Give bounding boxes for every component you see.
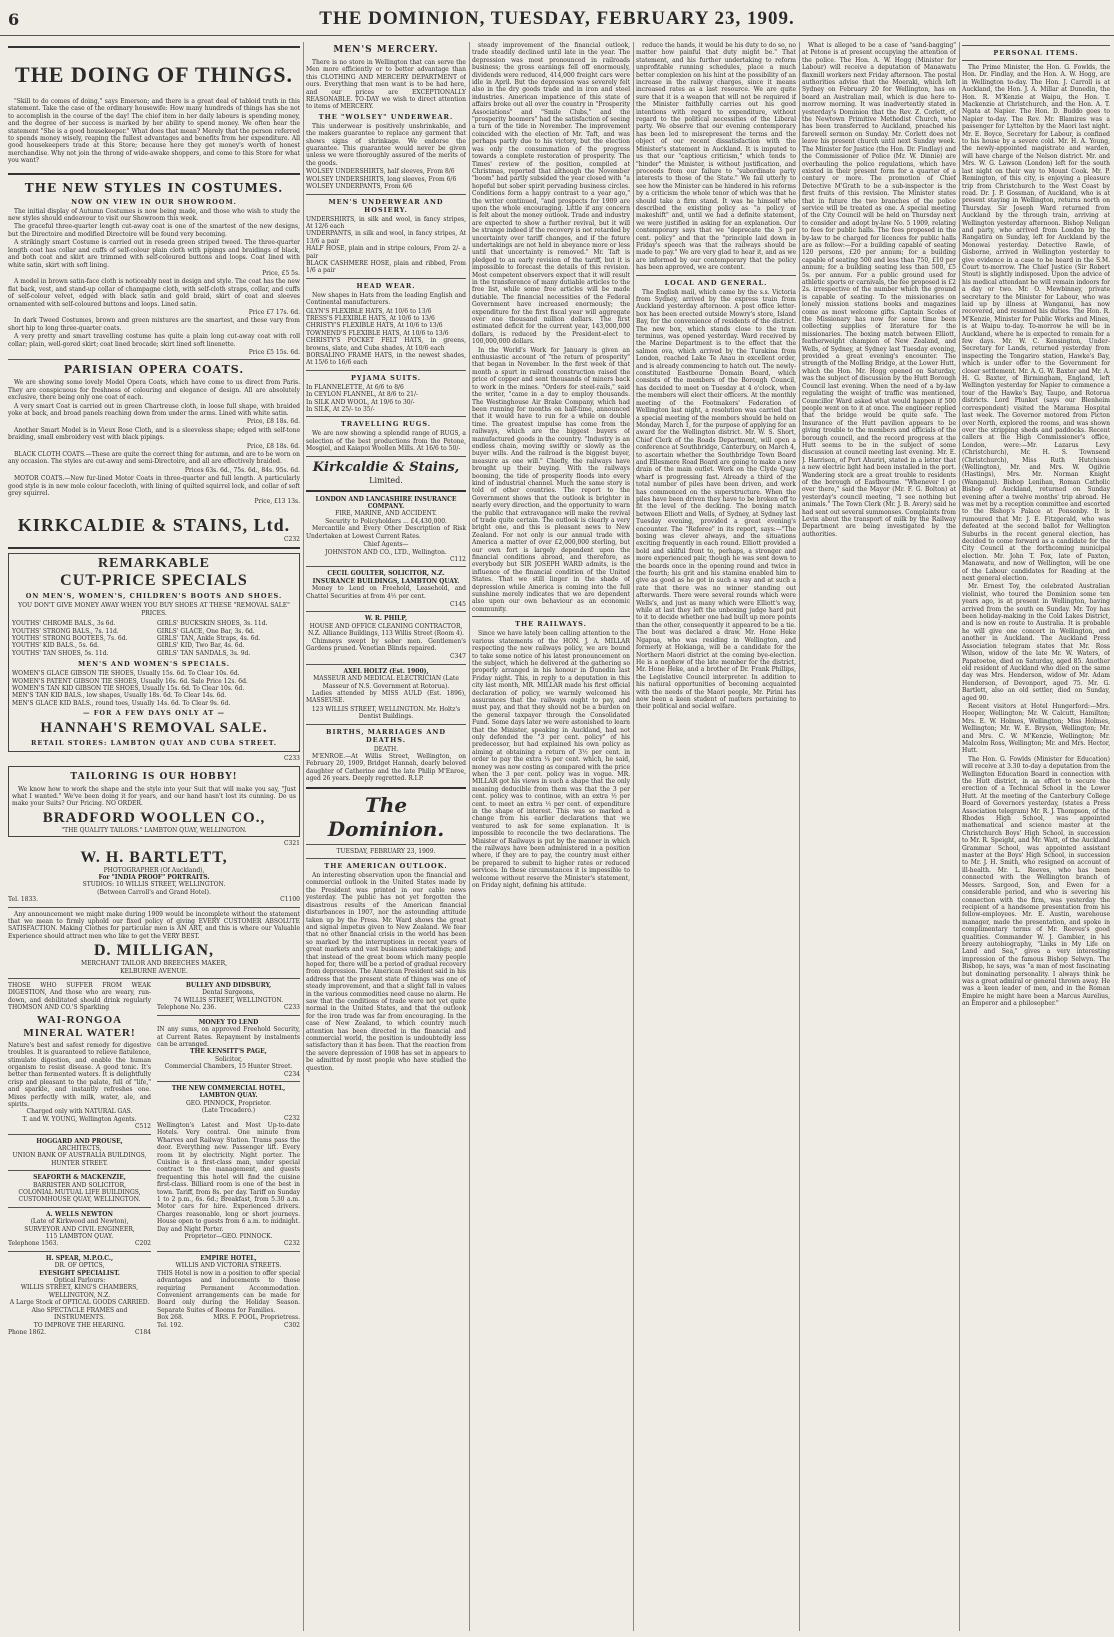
london-code: C112 [449,555,466,563]
headwear-title: HEAD WEAR. [356,281,416,290]
wells-code: C202 [134,1240,151,1248]
styles-p3: A strikingly smart Costume is carried out in reseda green striped tweed. The three-quarter length coat has collar and cuffs of self-colour plain cloth with pipings and braidings of black, and both coat and skirt are trimmed with self-coloured buttons and loops. Coat lined with white satin, skirt with soft lining. [8,239,300,269]
bmd-sub: DEATH. [373,745,399,753]
local-title: LOCAL AND GENERAL. [664,278,768,287]
hotel-late: (Late Trocadero.) [201,1107,256,1115]
hotel-code: C232 [283,1114,300,1122]
spear-tel: Phone 1862. [8,1328,47,1336]
rem-mw-title: MEN'S AND WOMEN'S SPECIALS. [77,660,230,669]
tailoring-ad [8,766,300,838]
bradford-title: BRADFORD WOOLLEN CO., [42,809,266,826]
tailoring-title: TAILORING IS OUR HOBBY! [70,771,238,782]
opera-p4: BLACK CLOTH COATS.—These are quite the correct thing for autumn, and are to be worn on any occasion. The styles are cut-away and semi-Directoire, and all are effectively braided. [8,451,300,466]
rem-left-item: YOUTHS' TAN SHOES, 5s. 11d. [12,649,109,657]
hannah-code: C233 [283,755,300,763]
column-5 [802,42,956,1631]
seaforth-sub: BARRISTER AND SOLICITOR, [32,1181,127,1189]
goulter-text: Money to Lend on Freehold, Leasehold, and Chattel Securities at from 4½ per cent. [306,585,466,600]
london-sec: Security to Policyholders ... £4,430,000. [325,517,447,525]
column-2 [306,42,466,1631]
opera-p2-price: Price, £8 18s. 6d. [246,418,300,426]
money-name2: Solicitor, [215,1055,242,1063]
hotel-name: THE NEW COMMERCIAL HOTEL, LAMBTON QUAY. [171,1084,286,1100]
bartlett-sub: PHOTOGRAPHER (Of Auckland), [103,866,205,874]
bulley-code: C233 [283,1004,300,1012]
dominion-date: TUESDAY, FEBRUARY 23, 1909. [336,847,436,855]
mercery-text: There is no store in Wellington that can serve the Men more efficiently or to better advantage than this CLOTHING AND MERCERY DEPARTMENT of ours. Everything that men want is to be had here, and our prices are EXCEPTIONALLY REASONABLE. TO-DAY we wish to direct attention to items of MERCERY. [306,59,466,111]
rem-subtitle2: YOU DON'T GIVE MONEY AWAY WHEN YOU BUY SHOES AT THESE "REMOVAL SALE" PRICES. [18,602,290,617]
spear-sub3: Optical Parlours: [53,1277,106,1285]
philp-sub: HOUSE AND OFFICE CLEANING CONTRACTOR, [309,622,463,630]
railways-title: THE RAILWAYS. [515,620,587,629]
column-rule [303,42,304,1631]
headwear-item: CHRISTY'S FLEXIBLE HATS, At 10/6 to 13/6 [306,322,443,330]
bartlett-tel: Tel. 1833. [8,896,38,904]
rem-subtitle: ON MEN'S, WOMEN'S, CHILDREN'S BOOTS AND SHOES. [25,592,283,601]
styles-p6-price: Price £5 15s. 6d. [248,348,300,356]
holtz-title: AXEL HOLTZ (Est. 1900), [343,667,429,675]
rem-right-item: GIRLS' GLACE, One Bar, 3s. 6d. [157,627,255,635]
kirkcaldie-stains-title: Kirkcaldie & Stains, [312,459,460,475]
kirkcaldie-code: C232 [283,535,300,543]
wolsey-item: WOLSEY UNDERSHIRTS, long sleeves, From 6/6 [306,175,457,183]
holtz-sub: MASSEUR AND MEDICAL ELECTRICIAN (Late Masseur of N.S. Government at Rotorua). [313,675,459,690]
headwear-item: GLYN'S FLEXIBLE HATS, At 10/6 to 13/6 [306,307,432,315]
column-1 [8,42,300,1631]
styles-text: The initial display of Autumn Costumes is now being made, and those who wish to study the new styles should endeavour to visit our Showroom this week. [8,207,300,223]
spear-title: H. SPEAR, M.P.O.C., [45,1254,114,1262]
opera-title: PARISIAN OPERA COATS. [63,363,245,377]
local-continued: What is alleged to be a case of "sand-bagging" at Petone is at present occupying the attention of the police. The Hon. A. W. Hogg (Minister for Labour) will receive a deputation of Manawatu flaxmill workers next Friday afternoon. The postal authorities advise that the Moeraki, which left Sydney on February 20 for Wellington, has on board an Australian mail, which is due here to-morrow morning. It was inadvertently stated in yesterday's Dominion that the Rev. Z. Corlett, of the Newtown Primitive Methodist Church, who has been transferred to Auckland, preached his farewell sermon on Sunday. Mr. Corlett does not leave his present church until next Sunday week. The Minister for Justice (the Hon. Dr. Findlay) and the Commissioner of Police (Mr. W. Dinnie) are overhauling the police regulations, which have existed in their present form for a quarter of a century or more. The promotion of Chief Detective M'Grath to be a sub-inspector is the first fruits of this revision. The Minister states that in future the two branches of the police service will be treated as one. A special meeting of the City Council will be held on Thursday next to consider and adopt by-law No. 5 1909, relating to fees for public halls. The fees proposed in the by-law to be charged for licences for public halls are as follow:—For a building capable of seating 120 persons, £20 per annum; for a building capable of seating 500 and less than 750, £10 per annum; for a building seating less than 500, £5 5s. per annum. For a public ground used for athletic sports or carnivals, the fee proposed is £2 2s. irrespective of the number which the ground is capable of seating. To the missionaries on lonely mission stations books and magazines come as most welcome gifts. Captain Scoles of the Missionary has now for some time been collecting supplies of literature for the missionaries. The boxing match between Elliott, featherweight champion of New Zealand, and Wells, of Sydney, at Sydney last Tuesday evening, provided a great evening's encounter. The strength of the Molling Bridge, at the Lower Hutt, which the Hon. Mr. Hogg opened on Saturday, was the subject of discussion by the Hutt Borough Council last evening. When the need of a by-law regulating the weight of traffic was mentioned, Councillor Ward asked what would happen if 500 people went on to it at once. The engineer replied that the bridge would be quite safe. The Insurance of the Hutt pavilion appears to be giving trouble to the members and officials of the borough council, and the record progress at the Hutt seems to be in the subject of some discussion at council meeting last evening. Mr. E. J. Harrison, of Port Ahuriri, stated in a letter that a new electric light had been installed in the port. Wandering stock are a great trouble to residents of the borough of Eastbourne. "Whenever I go over there," said the Mayor (Mr. F. G. Bolton) at yesterday's council meeting, "I see nothing but animals." The Town Clerk (Mr. J. B. Avery) said he had sent out several summonses. Complaints from Levin about the transport of milk by the Railway Department are being investigated by the authorities. [802,42,956,538]
hannah-stores: RETAIL STORES: LAMBTON QUAY AND CUBA STREET. [30,739,278,748]
rem-left-item: YOUTHS' CHROME BALS., 3s 6d. [12,620,116,628]
wai-title: WAI-RONGOA MINERAL WATER! [23,1013,136,1039]
pyjama-item: In FLANNELETTE, At 6/6 to 8/6 [306,383,404,391]
mercery-title: MEN'S MERCERY. [333,45,439,55]
money-title: MONEY TO LEND [198,1018,259,1026]
london-text: Mercantile and Every Other Description of Risk Undertaken at Lowest Current Rates. [306,525,466,540]
hosiery-item: HALF HOSE, plain and in stripe colours, From 2/- a pair [306,245,466,260]
bulley-title: BULLEY AND DIDSBURY, [185,982,272,990]
railways-text: Since we have lately been calling attention to the various statements of the HON. J. A. MILLAR respecting the new railways policy, we are bound to take some notice of his latest pronouncement on the subject, which he delivered at the gathering so properly arranged in his honour in Dunedin last Friday night. This, in reply to a deputation in this city last month, MR. MILLAR made his first official declaration of policy, we warmly welcomed his assurances that the railways ought to pay, and must pay, and that they should not be a burden on the general taxpayer through the Consolidated Fund. Some days later we were astonished to learn that the Minister, speaking in Auckland, had not only defended the "3 per cent. policy" of his predecessor, but had explained his own policy as aiming at obtaining a return of 3½ per cent. in order to pay the extra ¼ per cent. which, he said, money was now costing as compared with the price when the 3 per cent. policy was in vogue. MR. MILLAR got his views in such a shape that the only meaning deducible from them was that the 3 per cent. policy was to continue, with an extra ½ per cent. to meet an extra ½ per cent. of expenditure in the shape of interest. This was so marked a change from his earlier declarations that we ventured to ask for some explanation. It is impossible to reconcile the two declarations. The Minister of Railways is put by the manner in which the railways have been administered in a position where, if they are to pay, the country must either be prepared to submit to higher rates or reduced services. In these circumstances it is impossible to welcome without reserve the Minister's statement, on Friday night, defining his attitude. [472,630,630,890]
rem-title: REMARKABLE [98,556,210,572]
rem-mw-item: MEN'S TAN KID BALS., low shapes, Usually 18s. 6d. To Clear 14s. 6d. [12,692,227,700]
seaforth-sub3: CUSTOMHOUSE QUAY, WELLINGTON. [18,1196,141,1204]
opera-p2: A very smart Coat is carried out in green Chartreuse cloth, in loose full shape, with braided yoke at back, and broad panels reaching down from under the arms. Lined with white satin. [8,402,300,417]
column-3 [472,42,630,1631]
column-rule [959,42,960,1631]
column-rule [469,42,470,1631]
hosiery-item: UNDERSHIRTS, in silk and wool, in fancy stripes, At 12/6 each [306,215,466,230]
column-6 [962,42,1110,1631]
opera-p1: We are showing some lovely Model Opera Coats, which have come to us direct from Paris. They are conspicuous for freshness of colouring and elegance of design. All are absolutely exclusive, there being only one coat of each. [8,379,300,402]
wolsey-item: WOLSEY UNDERSHIRTS, half sleeves, From 8/6 [306,168,455,176]
philp-title: W. R. PHILP, [364,615,408,623]
money-text: IN any sums, on approved Freehold Security, at Current Rates. Repayment by instalments can be arranged. [157,1026,300,1048]
bartlett-title: W. H. BARTLETT, [80,848,228,866]
page-number: 6 [8,10,20,29]
london-agents: Chief Agents— [363,541,409,549]
rem-right-item: GIRLS' TAN, Ankle Straps, 4s. 6d. [157,634,261,642]
headwear-text: New shapes in Hats from the leading English and Continental manufacturers. [306,291,466,307]
rem-left-item: YOUTHS' STRONG BOOTEES, 7s. 6d. [12,634,128,642]
doing-text: "Skill to do comes of doing," says Emerson; and there is a great deal of tabloid truth in this statement. Take the case of the ordinary housewife: How many hundreds of things has she not to accomplish in the course of the day! The chief item in her daily labours is spending money, and the degree of her success is marked by her ability to spend money. We often hear the statement "She is a good housekeeper." What does that mean? Merely that the person referred to spends money wisely, reaping the fullest advantages and benefits from her expenditure. All good housekeepers trade at this Store; because here they get money's worth of honest merchandise. Why not join the throng of wide-awake shoppers, and come to this Store for what you want? [8,98,300,165]
spear-sub: DR. OF OPTICS, [54,1262,105,1270]
wolsey-text: This underwear is positively unshrinkable, and the makers guarantee to replace any garment that shows signs of shrinkage. We endorse the guarantee. This guarantee would never be given unless we were thoroughly assured of the merits of the goods. [306,122,466,167]
hannah-title: HANNAH'S REMOVAL SALE. [40,720,268,737]
styles-p4: A model in brown satin-face cloth is noticeably neat in design and style. The coat has the new flat back, vest, and stand-up collar of champagne cloth, with self-cloth straps, collar, and cuffs of self-colour velvet, edged with black satin and gold braid, skirt of coat and sleeves ornamented with self-coloured buttons and loops. Lined satin. [8,278,300,308]
headwear-item: TRESS'S FLEXIBLE HATS, At 10/6 to 13/6 [306,314,435,322]
rem-right-item: GIRLS' TAN SANDALS, 3s. 9d. [157,649,251,657]
hoggard-sub: ARCHITECTS, [57,1144,102,1152]
london-agents2: JOHNSTON AND CO., LTD., Wellington. [325,548,447,556]
headwear-item: TOWNEND'S FLEXIBLE HATS, At 10/6 to 13/6 [306,329,449,337]
spear-sub6: TO IMPROVE THE HEARING. [33,1321,126,1329]
holtz-addr: 123 WILLIS STREET, WELLINGTON. Mr. Holtz's Dentist Buildings. [311,705,461,721]
hotel-prop: GEO. PINNOCK, Proprietor. [185,1099,272,1107]
hosiery-item: UNDERPANTS, in silk and wool, in fancy stripes, At 13/6 a pair [306,230,466,245]
wai-agent: T. and W. YOUNG, Wellington Agents. [22,1115,137,1123]
empire-code: C302 [283,1321,300,1329]
bradford-sub: "THE QUALITY TAILORS." LAMBTON QUAY, WELLINGTON. [61,826,247,834]
outlook-title: THE AMERICAN OUTLOOK. [324,862,448,871]
spear-sub5: A Large Stock of OPTICAL GOODS CARRIED. Also SPECTACLE FRAMES and INSTRUMENTS. [9,1299,150,1322]
pyjama-title: PYJAMA SUITS. [350,373,422,382]
hotel-code2: C232 [283,1240,300,1248]
hotel-text: Wellington's Latest and Most Up-to-date Hotels. Very central. One minute from Wharves and Railway Station. Trams pass the door. Everything new. Passenger lift. Every room lit by electricity. Night porter. The Cuisine is a first-class man, under special contract to the management, and guests frequenting this hotel will find the cuisine first-class. Billiard room is one of the best in town. Tariff, from 8s. per day. Tariff on Sunday 1 to 2 p.m., 6s. 6d.; Breakfast, from 5.30 a.m. Motor cars for hire. Experienced drivers. Charges reasonable, long or short journeys. House open to guests from 6 a.m. to midnight. Day and Night Porter. [157,1121,300,1233]
column-rule [799,42,800,1631]
styles-subtitle: NOW ON VIEW IN OUR SHOWROOM. [71,197,237,206]
milligan-sub: MERCHANT TAILOR AND BREECHES MAKER, [80,960,228,968]
london-title: LONDON AND LANCASHIRE INSURANCE COMPANY. [315,495,457,511]
empire-tel: Tel. 192. [157,1321,184,1329]
bartlett-code: C1100 [280,896,300,904]
bulley-sub2: 74 WILLIS STREET, WELLINGTON. [173,996,284,1004]
hosiery-item: BLACK CASHMERE HOSE, plain and ribbed, From 1/6 a pair [306,259,466,275]
doing-title: THE DOING OF THINGS. [15,62,293,87]
styles-p5: In dark Tweed Costumes, brown and green mixtures are the smartest, and these vary from short hip to long three-quarter coats. [8,317,300,332]
personal-text-b: Mr. Ernest Toy, the celebrated Australian violinist, who toured the Dominion some ten years ago, is at present in Wellington, having arrived from the south on Sunday. Mr. Toy has been holiday-making in the Cold Lakes District, and is now en route to Australia. It is probable he will give one concert in Wellington, and another in Auckland. The Auckland Press Association telegram states that Mr. Ross Wilson, widow of the late Mr. W. Waters, of Papatoetoe, died on Saturday, aged 85. Another old resident of Auckland who died on the same day was Mrs. Henderson, widow of Mr. Adam Henderson, of Devonport, aged 75. Mr. G. Bartlett, also an old settler, died on Sunday, aged 90. [962,583,1110,702]
bmd-title: BIRTHS, MARRIAGES AND DEATHS. [326,727,446,744]
rem-left-item: YOUTHS' KID BALS., 5s. 6d. [12,642,100,650]
bradford-code: C321 [283,840,300,848]
tailoring-text: We know how to work the shape and the style into your Suit that will make you say, "Just what I wanted." We've been doing it for years, and our hand hasn't lost its cunning. Do us make your Suits? Our Pricing. NO ORDER. [12,785,296,808]
wells-tel: Telephone 1563. [8,1240,59,1248]
railways-continued: reduce the hands, it would be his duty to do so, no matter how painful that duty might be." That statement, and his further undertaking to reform unprofitable running schedules, place a much better complexion on his hint at the possibility of an increase in the railway charges, since it means increased rates as a last resource. We are quite sure that it is a weapon that will not be required if the Minister faithfully carries out his good intentions with regard to expenditure, without regard to the political necessities of the Liberal party. We observe that our evening contemporary has been led to misrepresent the terms and the object of our recent dissatisfaction with the Minister's statement in Auckland. It is imputed to us that our "captious criticism," which tends to "hinder" the Minister, is without justification, and proceeds from our failure to "subordinate party interests to those of the State." We fail utterly to see how the Minister can be hindered in his reforms by a criticism the whole tenor of which was that he should take a firm stand. It was he himself who described the existing policy as "a policy of makeshift" and, until we had a definite statement, we were justified in asking for an explanation. Our contemporary says that we "deprecate the 3 per cent. policy" and that the "principle laid down in Friday's speech was that the railways should be made to pay." We are very glad to hear it, and as we are informed by our contemporary that the policy has been approved, we are content. [636,42,796,272]
personal-text-d: The Hon. G. Fowlds (Minister for Education) will receive at 3.30 to-day a deputation from the Wellington Education Board in connection with the Hutt district, in an effort to secure the erection of a Technical School in the Lower Hutt. At the meeting of the Canterbury College Board of Governors yesterday, (states a Press Association telegram) Mr. R. J. Thompson, of the Rhodes High School, was appointed mathematical and science master at the Christchurch Boys' High School, in succession to Mr. R. Speight, and Mr. Watt, of the Auckland Grammar School, was appointed assistant master at the Boys' High School, in succession to Mr. J. H. Smith, who resigned on account of ill-health. Mr. L. Reeves, who has been connected with the Wellington branch of Messrs. Sargood, Son, and Ewen for a considerable period, and who is severing his connection with the firm, was yesterday the recipient of a handsome presentation from his fellow-employees. Mr. E. Austin, warehouse manager, made the presentation, and spoke in complimentary terms of Mr. Reeves's good qualities. Commander W. J. Gambier, in his breezy autobiography, "Links in My Life on Land and Sea," gives a very interesting impression of the famous Bishop Selwyn. The Bishop, he says, was "a man of most fascinating but dominating personality. I always think he was a great admiral or general thrown away. He was a keen leader of men, and in the Roman Empire he might have been a Marcus Aurelius, an Emperor and a philosopher." [962,755,1110,1008]
pyjama-item: In SILK, At 25/- to 35/- [306,406,375,414]
milligan-sub2: KELBURNE AVENUE. [120,967,188,975]
goulter-title: CECIL GOULTER, SOLICITOR, N.Z. INSURANCE BUILDINGS, LAMBTON QUAY. [312,570,460,585]
rem-mw-item: WOMEN'S PATENT GIBSON TIE SHOES, Usually 16s. 6d. Sale Price 12s. 6d. [12,677,248,685]
styles-p6: A very pretty and smart travelling costume has quite a plain long cut-away coat with roll collar; plain, well-gored skirt; coat lined brocade; skirt lined soft linenette. [8,333,300,348]
rem-right-item: GIRLS' BUCKSKIN SHOES, 3s. 11d. [157,620,268,628]
masthead [0,0,1114,36]
opera-p5-price: Price, £13 13s. [254,498,300,506]
wai-charged: Charged only with NATURAL GAS. [26,1108,133,1116]
philp-code: C347 [449,653,466,661]
rem-few: — FOR A FEW DAYS ONLY AT — [82,709,226,718]
empire-title: EMPIRE HOTEL, [200,1254,257,1262]
kirkcaldie-stains-sub: Limited. [369,475,403,485]
column-rule [633,42,634,1631]
rem-right-item: GIRLS' KID, Two Bar, 4s. 6d. [157,642,245,650]
bmd-text: M'ENROE.—At Willis Street, Wellington, on February 20, 1909, Bridget Hannah, dearly beloved daughter of Catherine and the late Philip M'Enroe, aged 26 years. Deeply regretted. R.I.P. [306,753,466,783]
personal-text-c: Recent visitors at Hotel Hungerford:—Mrs. Hooper, Wellington; Mr. W. Calcutt, Hamilton; Mrs. E. W. Holmes, Wellington; Miss Holmes, Wellington; Mr. W. E. Bryson, Wellington; Mr. and Mrs. C. W. M'Kenzie, Wellington; Mr. Malcolm Ross, Wellington; Mr. and Mrs. Hector, Hutt. [962,702,1110,755]
money-addr: Commercial Chambers, 15 Hunter Street. [164,1063,293,1071]
london-sub: FIRE, MARINE, AND ACCIDENT. [335,510,437,518]
philp-text: Chimneys swept by sober men. Gentlemen's Gardens pruned. Venetian Blinds repaired. [306,637,466,652]
milligan-title: D. MILLIGAN, [93,942,214,960]
styles-title: THE NEW STYLES IN COSTUMES. [24,180,284,195]
rugs-title: TRAVELLING RUGS. [340,420,432,429]
wells-sub3: 115 LAMBTON QUAY. [45,1233,114,1241]
empire-box: Box 268. [157,1314,184,1322]
spear-sub2: EYESIGHT SPECIALIST. [39,1269,120,1277]
rem-left-item: YOUTHS' STRONG BALS., 7s. 11d. [12,627,119,635]
wells-title: A. WELLS NEWTON [46,1210,113,1218]
headwear-item: CHRISTY'S POCKET FELT HATS, in greens, browns, slate, and Cuba shades, At 10/6 each [306,337,466,352]
wolsey-title: THE "WOLSEY" UNDERWEAR. [318,112,454,121]
hosiery-title: MEN'S UNDERWEAR AND HOSIERY. [328,197,444,214]
bartlett-sub3: STUDIOS: 10 WILLIS STREET, WELLINGTON. [82,881,226,889]
spear-sub4: WILLIS STREET, KING'S CHAMBERS, WELLINGTON, N.Z. [20,1284,139,1299]
newspaper-title: THE DOMINION, TUESDAY, FEBRUARY 23, 1909. [319,8,795,29]
goulter-code: C145 [449,600,466,608]
styles-p3-price: Price, £5 5s. [262,269,300,277]
opera-p5: MOTOR COATS.—New fur-lined Motor Coats in three-quarter and full length. A particularly good style is in new mole colour facecloth, with lining of quilted squirrel lock, and collar of soft grey squirrel. [8,475,300,498]
column-4 [636,42,796,1631]
hoggard-title: HOGGARD AND PROUSE, [36,1137,123,1145]
dominion-title: The Dominion. [327,792,445,841]
empire-text: THIS Hotel is now in a position to offer special advantages and inducements to those requiring Permanent Accommodation. Convenient arrangements can be made for Board only during the Holiday Season. Separate Suites of Rooms for Families. [157,1269,300,1314]
outlook-continued: steady improvement of the financial outlook, trade steadily declined until late in the year. The depression was most pronounced in railroads business; the gross earnings fell off enormously, dividends were reduced, 414,000 freight cars were idle in April. But the depression was severely felt also in the dry goods trade and in iron and steel industries. American impatience of this state of affairs broke out all over the country in "Prosperity Associations" and "Smile Clubs," and the "prosperity boomers" had the satisfaction of seeing a turn of the tide in November. The improvement coincided with the election of Mr. Taft, and was perhaps partly due to his victory, but the election was only the consummation of the progress towards a complete restoration of prosperity. The Times' review of the position, compiled at Christmas, reported that although the November "boom" had partly subsided the year closed with "a hopeful but sober spirit pervading business circles. Conditions form a happy contrast to a year ago," the writer continued, "and prospects for 1909 are upon the whole encouraging. Little if any concern is felt about the money outlook. Trade and industry are expected to show a further revival, but it will be strange indeed if the recovery is not retarded by uncertainty over tariff changes, and if the future undertakings are not held in abeyance more or less until that uncertainty is removed." Mr. Taft is pledged to an early revision of the tariff, but it is impossible to forecast the details of this revision. Most competent observers expect that it will result in the transference of many dutiable articles to the free list, while some free articles will be made dutiable. The financial necessities of the Federal Government have increased enormously; the expenditure for the first fiscal year will aggregate over one thousand million dollars. The first estimated deficit for the current year, 143,000,000 dollars, is reduced by the President-elect to 100,000,000 dollars. [472,42,630,346]
bartlett-sub4: (Between Carroll's and Grand Hotel). [97,888,211,896]
seaforth-title: SEAFORTH & MACKENZIE, [33,1174,126,1182]
opera-p4-price: Prices 63s. 6d., 75s. 6d., 84s. 95s. 6d. [184,466,300,474]
empire-sub: WILLIS AND VICTORIA STREETS. [175,1262,282,1270]
personal-title: PERSONAL ITEMS. [993,49,1079,57]
styles-p4-price: Price £7 17s. 6d. [248,308,300,316]
kirkcaldie-title: KIRKCALDIE & STAINS, Ltd. [17,514,291,535]
outlook-text: An interesting observation upon the financial and commercial outlook in the United States made by the President was printed in our cable news yesterday. The public has not yet forgotten the disastrous results of the American financial disturbances in 1907, nor the astounding attitude taken up by the Press. Mr. Ward shows the great and signal impetus given to New Zealand. We fear that no other financial crisis in the world has been so marked by the interruptions in recent years of great markets and vast business undertakings; and that instead of the great boom which many people hoped for, there will be a period of gradual recovery from depression. The American President said in his address that the present state of things was one of steady improvement, and that a slight fall in values in the various commodities need cause no alarm. He saw that the conditions of trade were not yet quite normal in the United States, and that the outlook for the iron trade was far from encouraging. In the case of New Zealand, to which country much attention has been directed in the financial and commercial world, the position is undoubtedly less satisfactory than it has been. That the reaction from the severe depression of 1908 has set in appears to be admitted by most people who have studied the question. [306,872,466,1072]
bulley-sub: Dental Surgeons, [202,989,255,997]
money-code: C234 [283,1070,300,1078]
rem-mw-item: MEN'S GLACE KID BALS., round toes, Usually 14s. 6d. To Clear 9s. 6d. [12,699,231,707]
holtz-text: Ladies attended by MISS AULD (Est. 1896), MASSEUSE. [306,690,466,705]
wells-sub2: SURVEYOR AND CIVIL ENGINEER, [24,1225,135,1233]
personal-text-a: The Prime Minister, the Hon. G. Fowlds, the Hon. Dr. Findlay, and the Hon. A. W. Hogg, are in Wellington to-day. The Hon. J. Carroll is at Auckland, the Hon. J. A. Millar at Dunedin, the Hon. R. M'Kenzie at Waipu, the Hon. T. Mackenzie at Christchurch, and the Hon. A. T. Ngata at Napier. The Hon. D. Buddo goes to Napier to-day. The Rev. Mr. Blamires was a passenger for Lyttelton by the Maori last night. Mr. E. Boyce, Secretary for Labour, is confined to his house by a severe cold. Mr. H. A. Young, the newly-appointed magistrate and warden, will have charge of the Nelson district. Mr. and Mrs. W. G. Lawson (London) left for the south last night on their way to Mount Cook. Mr. P. Remington, of this city, is enjoying a pleasure trip from Christchurch to the West Coast by road. Dr. J. P. Gossman, of Auckland, who is at present staying in Wellington, returns north on Thursday. Sir Joseph Ward returned from Auckland by the through train, arriving at Wellington yesterday afternoon. Bishop Neligan and party, who arrived from London by the Rangatira on Sunday, left for Auckland by the Monowai yesterday. Detective Rawle, of Gisborne, arrived in Wellington yesterday to give evidence in a case to be heard in the S.M. Court to-morrow. The Chief Justice (Sir Robert Stout) is slightly indisposed. Upon the advice of his medical attendant he will remain indoors for a day or two. Mr. O. Mewbinney, private secretary to the Minister for Labour, who was laid up by illness at Wanganui, has now recovered, and resumed his duties. The Hon. R. M'Kenzie, Minister for Public Works and Mines, is at Waipu to-day. To-morrow he will be in Auckland, where he is expected to remain for a few days. Mr. W. C. Kensington, Under-Secretary for Lands, returned yesterday from inspecting the Tongariro station, Hawke's Bay, which is under offer to the Government for closer settlement. Mr. A. G. W. Baxter and Mr. A. H. G. Baxter, of Birmingham, England, left Wellington yesterday for Napier to commence a tour of the Hawke's Bay, Taupo, and Rotorua districts. Lord Plunket (says our Blenheim correspondent) visited the Marama Hospital last week. The Governor motored from Picton over North, explored the rooms, and was shown over the stripping sheds and paddocks. Recent callers at the High Commissioner's office, London, were:—Mr. Lazarus Levy (Christchurch), Mr. H. S. Townsend (Christchurch), Miss Ruth Hutchison (Wellington), Mr. and Mrs. W. Ogilvie (Hastings), Mrs. Mr. Norman Knight (Wanganui). Bishop Lenihan, Roman Catholic Bishop of Auckland, returned on Sunday evening after a twelve months' trip abroad. He was met by a reception committee and escorted to the Bishop's Palace at Ponsonby. It is rumoured that Mr. J. E. Fitzgerald, who was defeated at the second ballot for Wellington Suburbs in the recent general election, has decided to come forward as a candidate for the City Council at the forthcoming municipal election. Mr. John T. Fox, late of Paxton, Manawatu, and now of Wellington, will be one of the Labour candidates for Reading at the next general election. [962,64,1110,583]
outlook-continued-2: In the World's Work for January is given an enthusiastic account of "the return of prosperity" that began in November. In the first week of that month a spurt in railroad construction raised the price of copper and sent thousands of miners back to work in the mines. "Orders for steel-rails," said the writer, "came in a day to employ thousands. The Westinghouse Air Brake Company, which had been running for months on half-time, announced that it would have to run for a while on double time. The greatest impulse has come from the railways, which are the biggest buyers of manufactured goods in the country. "Industry is an endless chain, moving swiftly or slowly as the buyer wills. And the railroad is the biggest buyer, measure as one will." Chiefly, the railways have brought up their buying. With the railways booming, the tide of prosperity floods into every kind of industrial channel. Much the same story is told of other countries. The report to the Government shows that the outlook is brighter in nearly every direction, and the opportunity to warn the public that extravagance will make the revival of trade quite certain. The outlook is clearly a very bright one, and this is pleasant news to New Zealand. For not only is our annual trade with America a matter of over £2,000,000 sterling, but our own fort is largely dependent upon the financial conditions abroad, and therefore, as everybody but SIR JOSEPH WARD admits, is the influence of the financial condition of the United States. That we still linger in the shade of depression while America is coming into the full sunshine merely indicates that we are dependent also upon our own behaviour as an economic community. [472,346,630,613]
rem-mw-item: WOMEN'S GLACE GIBSON TIE SHOES, Usually 15s. 6d. To Clear 10s. 6d. [12,670,240,678]
wells-sub: (Late of Kirkwood and Newton), [30,1218,129,1226]
empire-prop: MRS. F. POOL, Proprietress. [213,1314,300,1322]
wai-text: Nature's best and safest remedy for digestive troubles. It is guaranteed to relieve flatulence, stimulate digestion, and enable the human organism to resist disease. A good tonic. It's better than fermented waters. It is delightfully crisp and pleasant to the palate, full of "life," and sparkle, and instantly refreshes one. Mixes perfectly with milk, water, ale, and spirits. [8,1041,151,1108]
rem-mw-item: WOMEN'S TAN KID GIBSON TIE SHOES, Usually 15s. 6d. To Clear 10s. 6d. [12,684,245,692]
spear-code: C184 [134,1328,151,1336]
hoggard-sub3: HUNTER STREET. [51,1159,108,1167]
bulley-tel: Telephone No. 236. [157,1004,217,1012]
local-text: The English mail, which came by the s.s. Victoria from Sydney, arrived by the express train from Auckland yesterday afternoon. A post office letter-box has been erected outside Mowry's store, Island Bay, for the convenience of residents of the district. The new box, which stands close to the tram terminus, was opened yesterday. Ward received by the Marine Department is to the effect that the salmon ova, which arrived by the Turakina from London, reached Lake Te Anau in excellent order, and is already commencing to hatch out. The newly-constituted Eastbourne Domain Board, which consists of the members of the Borough Council, has decided to meet on Tuesday at 4 o'clock, when the members will elect their officers. At the monthly meeting of the Footmakers' Federation of Wellington last night, a resolution was carried that a special meeting of the members should be held on Monday, March 1, for the purpose of applying for an award for the Wellington district. Mr. W. S. Short, Chief Clerk of the Roads Department, will open a conference at Southbridge, Canterbury, on March 4, to ascertain whether the Southbridge Town Board and Ellesmere Road Board are going to make a new drain of the main outlet. Work on the Clyde Quay wharf is progressing fast. Already a third of the total number of piles have been driven, and work has commenced on the superstructure. When the piles have been driven they have to be broken off to fit the level of the decking. The boxing match between Elliott and Wells, of Sydney, at Sydney last Tuesday evening, provided a great evening's encounter. The "Referee" in its report, says:—"The boxing was clever always, and the situations exciting frequently in each round. Elliott provided a bold and skilful front to, perhaps, a stronger and more experienced pair, though he was sent down to the boards once in the opening round and twice in the fourth; his grit and his stamina enabled him to give as good as he got in such a way and at such a rate that there was no winner standing out afterwards. There were several rounds which were Wells's, and just as many which were Elliott's way, while at last they left the unboxing judge hard put to it to decide whether one had built up more points than the other, consequently it appeared to be a tie. The bout was declared a draw. Mr. Hone Heke Ngapua, who was residing in Wellington, and formerly at Hokianga, will be a candidate for the Northern Maori district at the coming bye-election. He is a nephew of the late member for the district, Mr. Hone Heke, and a brother of Dr. Frank Phillips, the Legislative Council interpreter. In addition to his natural opportunities of becoming acquainted with the needs of the Maori people, Mr. Pirini has now been a keen student of matters pertaining to their political and social welfare. [636,288,796,711]
wolsey-item: WOLSEY UNDERPANTS, From 6/6 [306,183,413,191]
wai-code: C512 [134,1123,151,1131]
rem-title2: CUT-PRICE SPECIALS [60,572,248,590]
hoggard-sub2: UNION BANK OF AUSTRALIA BUILDINGS, [12,1152,147,1160]
headwear-item: BORSALINO FRAME HATS, in the newest shades, At 15/6 to 16/6 each [306,352,466,367]
cut-price-ad [8,553,300,752]
milligan-text: Any announcement we might make during 1909 would be incomplete without the statement that we mean to firmly uphold our fixed policy of giving EVERY CUSTOMER ABSOLUTE SATISFACTION. Making Clothes for particular men is AN ART, and this is where our Valuable Experience should attract men who like to get the VERY BEST. [8,910,300,940]
pyjama-item: In CEYLON FLANNEL, At 8/6 to 21/- [306,391,419,399]
hotel-prop2: Proprietor—GEO. PINNOCK. [184,1233,273,1241]
bartlett-sub2: For "INDIA PROOF" PORTRAITS. [98,874,210,881]
seaforth-sub2: COLONIAL MUTUAL LIFE BUILDINGS, [18,1189,141,1196]
styles-p2: The graceful three-quarter length cut-away coat is one of the smartest of the new designs, but the Directoire and modified Directoire will be found very becoming. [8,223,300,238]
philp-addr: N.Z. Alliance Buildings, 113 Willis Street (Room 4). [307,630,465,638]
pyjama-item: In SILK AND WOOL, At 19/6 to 30/- [306,398,415,406]
money-name: THE KENSITT'S PAGE, [190,1048,267,1056]
opera-p3-price: Price, £8 18s. 6d. [246,442,300,450]
wai-intro: THOSE WHO SUFFER FROM WEAK DIGESTION, And those who are weary, run-down, and debilitated should drink regularly THOMSON AND CO.'S Sparkling [8,982,151,1012]
rugs-text: We are now showing a splendid range of RUGS, a selection of the best productions from the Petone, Mosgiel, and Kaiapoi Woollen Mills. At 16/6 to 50/- [306,430,466,453]
opera-p3: Another Smart Model is in Vieux Rose Cloth, and is a sleeveless shape; edged with self-tone braiding, small embroidery vest with black pipings. [8,426,300,442]
